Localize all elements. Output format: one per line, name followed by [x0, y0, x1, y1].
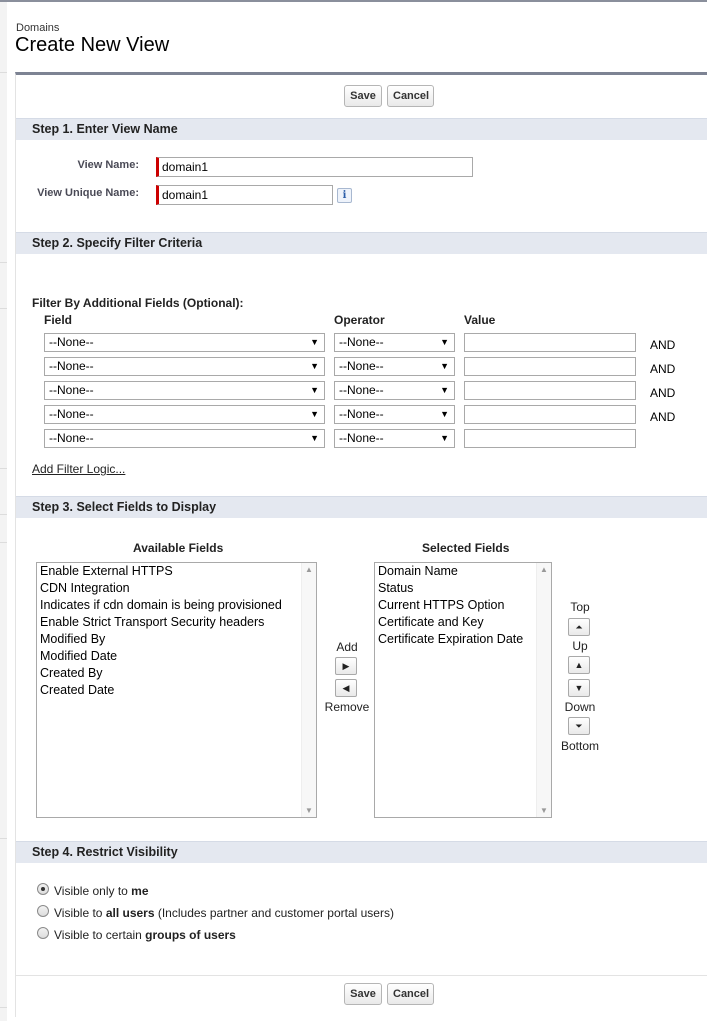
view-name-input[interactable]: domain1 — [156, 157, 473, 177]
step2-header — [16, 232, 707, 254]
list-item[interactable]: Enable External HTTPS — [40, 564, 173, 578]
visibility-option-me: Visible only to me — [54, 884, 149, 898]
available-fields-list[interactable] — [36, 562, 317, 818]
scroll-down-icon[interactable]: ▼ — [540, 806, 548, 815]
filter-operator-select[interactable]: --None-- ▼ — [334, 429, 455, 448]
list-item[interactable]: Domain Name — [378, 564, 458, 578]
visibility-radio-all-users[interactable] — [37, 905, 49, 917]
chevron-down-icon: ▼ — [440, 361, 449, 371]
chevron-down-icon: ▼ — [440, 409, 449, 419]
step3-title: Step 3. Select Fields to Display — [32, 500, 217, 514]
list-item[interactable]: Indicates if cdn domain is being provisioned — [40, 598, 282, 612]
and-label: AND — [650, 362, 676, 376]
list-item[interactable]: Certificate Expiration Date — [378, 632, 524, 646]
step3-header — [16, 496, 707, 518]
filter-value-input[interactable] — [464, 333, 636, 352]
filter-operator-select[interactable]: --None-- ▼ — [334, 381, 455, 400]
scrollbar[interactable] — [536, 563, 551, 817]
move-top-button[interactable] — [568, 618, 590, 636]
selected-fields-list[interactable] — [374, 562, 552, 818]
visibility-radio-groups[interactable] — [37, 927, 49, 939]
chevron-down-icon: ▼ — [310, 385, 319, 395]
bottom-button-bar — [16, 975, 707, 1015]
info-icon[interactable]: i — [337, 188, 352, 203]
step1-header — [16, 118, 707, 140]
up-label: Up — [572, 639, 588, 653]
filter-field-select[interactable]: --None-- ▼ — [44, 333, 325, 352]
down-label: Down — [564, 700, 596, 714]
move-down-button[interactable] — [568, 679, 590, 697]
top-button-bar — [16, 83, 707, 123]
page-title: Create New View — [15, 34, 170, 56]
step4-title: Step 4. Restrict Visibility — [32, 845, 178, 859]
visibility-radio-me[interactable] — [37, 883, 49, 895]
visibility-option-all-users: Visible to all users (Includes partner and customer portal users) — [54, 906, 394, 920]
list-item[interactable]: Modified By — [40, 632, 106, 646]
field-column-header: Field — [44, 313, 73, 327]
cancel-button-top[interactable]: Cancel — [387, 85, 434, 107]
add-arrow-button[interactable] — [335, 657, 357, 675]
filter-value-input[interactable] — [464, 429, 636, 448]
chevron-down-icon: ▼ — [310, 409, 319, 419]
remove-label: Remove — [324, 700, 370, 714]
arrow-left-icon: ◀ — [342, 683, 350, 693]
available-fields-label: Available Fields — [133, 541, 224, 555]
add-label: Add — [336, 640, 358, 654]
chevron-down-icon: ▼ — [310, 361, 319, 371]
arrow-right-icon: ▶ — [342, 661, 350, 671]
add-filter-logic-link[interactable]: Add Filter Logic... — [32, 462, 126, 476]
filter-value-input[interactable] — [464, 405, 636, 424]
list-item[interactable]: Certificate and Key — [378, 615, 484, 629]
move-top-icon: ⏶ — [575, 622, 583, 632]
step2-title: Step 2. Specify Filter Criteria — [32, 236, 203, 250]
chevron-down-icon: ▼ — [440, 433, 449, 443]
arrow-up-icon: ▲ — [574, 660, 584, 670]
scroll-up-icon[interactable]: ▲ — [305, 565, 313, 574]
list-item[interactable]: Modified Date — [40, 649, 118, 663]
list-item[interactable]: Created Date — [40, 683, 115, 697]
filter-field-select[interactable]: --None-- ▼ — [44, 405, 325, 424]
view-unique-name-input[interactable]: domain1 — [156, 185, 333, 205]
filter-value-input[interactable] — [464, 357, 636, 376]
list-item[interactable]: Enable Strict Transport Security headers — [40, 615, 265, 629]
selected-fields-label: Selected Fields — [422, 541, 510, 555]
step4-header — [16, 841, 707, 863]
view-unique-name-label: View Unique Name: — [37, 187, 139, 199]
move-bottom-icon: ⏷ — [575, 721, 583, 731]
top-border — [0, 0, 707, 2]
list-item[interactable]: CDN Integration — [40, 581, 130, 595]
filter-value-input[interactable] — [464, 381, 636, 400]
list-item[interactable]: Current HTTPS Option — [378, 598, 505, 612]
left-sidebar-strip — [0, 2, 7, 1021]
chevron-down-icon: ▼ — [310, 433, 319, 443]
visibility-option-groups: Visible to certain groups of users — [54, 928, 236, 942]
bottom-label: Bottom — [560, 739, 599, 753]
value-column-header: Value — [464, 313, 496, 327]
chevron-down-icon: ▼ — [440, 385, 449, 395]
filter-subtitle: Filter By Additional Fields (Optional): — [32, 296, 244, 310]
filter-field-select[interactable]: --None-- ▼ — [44, 429, 325, 448]
view-name-label: View Name: — [77, 159, 139, 171]
chevron-down-icon: ▼ — [440, 337, 449, 347]
save-button-top[interactable]: Save — [344, 85, 382, 107]
filter-field-select[interactable]: --None-- ▼ — [44, 357, 325, 376]
scroll-down-icon[interactable]: ▼ — [305, 806, 313, 815]
and-label: AND — [650, 410, 676, 424]
chevron-down-icon: ▼ — [310, 337, 319, 347]
operator-column-header: Operator — [334, 313, 385, 327]
edit-view-panel — [15, 72, 707, 1017]
filter-operator-select[interactable]: --None-- ▼ — [334, 333, 455, 352]
list-item[interactable]: Created By — [40, 666, 103, 680]
filter-field-select[interactable]: --None-- ▼ — [44, 381, 325, 400]
filter-operator-select[interactable]: --None-- ▼ — [334, 405, 455, 424]
filter-operator-select[interactable]: --None-- ▼ — [334, 357, 455, 376]
arrow-down-icon: ▼ — [574, 683, 584, 693]
remove-arrow-button[interactable] — [335, 679, 357, 697]
scroll-up-icon[interactable]: ▲ — [540, 565, 548, 574]
save-button-bottom[interactable]: Save — [344, 983, 382, 1005]
top-label: Top — [570, 600, 590, 614]
object-type-label: Domains — [16, 22, 60, 34]
step1-title: Step 1. Enter View Name — [32, 122, 178, 136]
move-up-button[interactable] — [568, 656, 590, 674]
cancel-button-bottom[interactable]: Cancel — [387, 983, 434, 1005]
scrollbar[interactable] — [301, 563, 316, 817]
and-label: AND — [650, 338, 676, 352]
list-item[interactable]: Status — [378, 581, 414, 595]
and-label: AND — [650, 386, 676, 400]
move-bottom-button[interactable] — [568, 717, 590, 735]
